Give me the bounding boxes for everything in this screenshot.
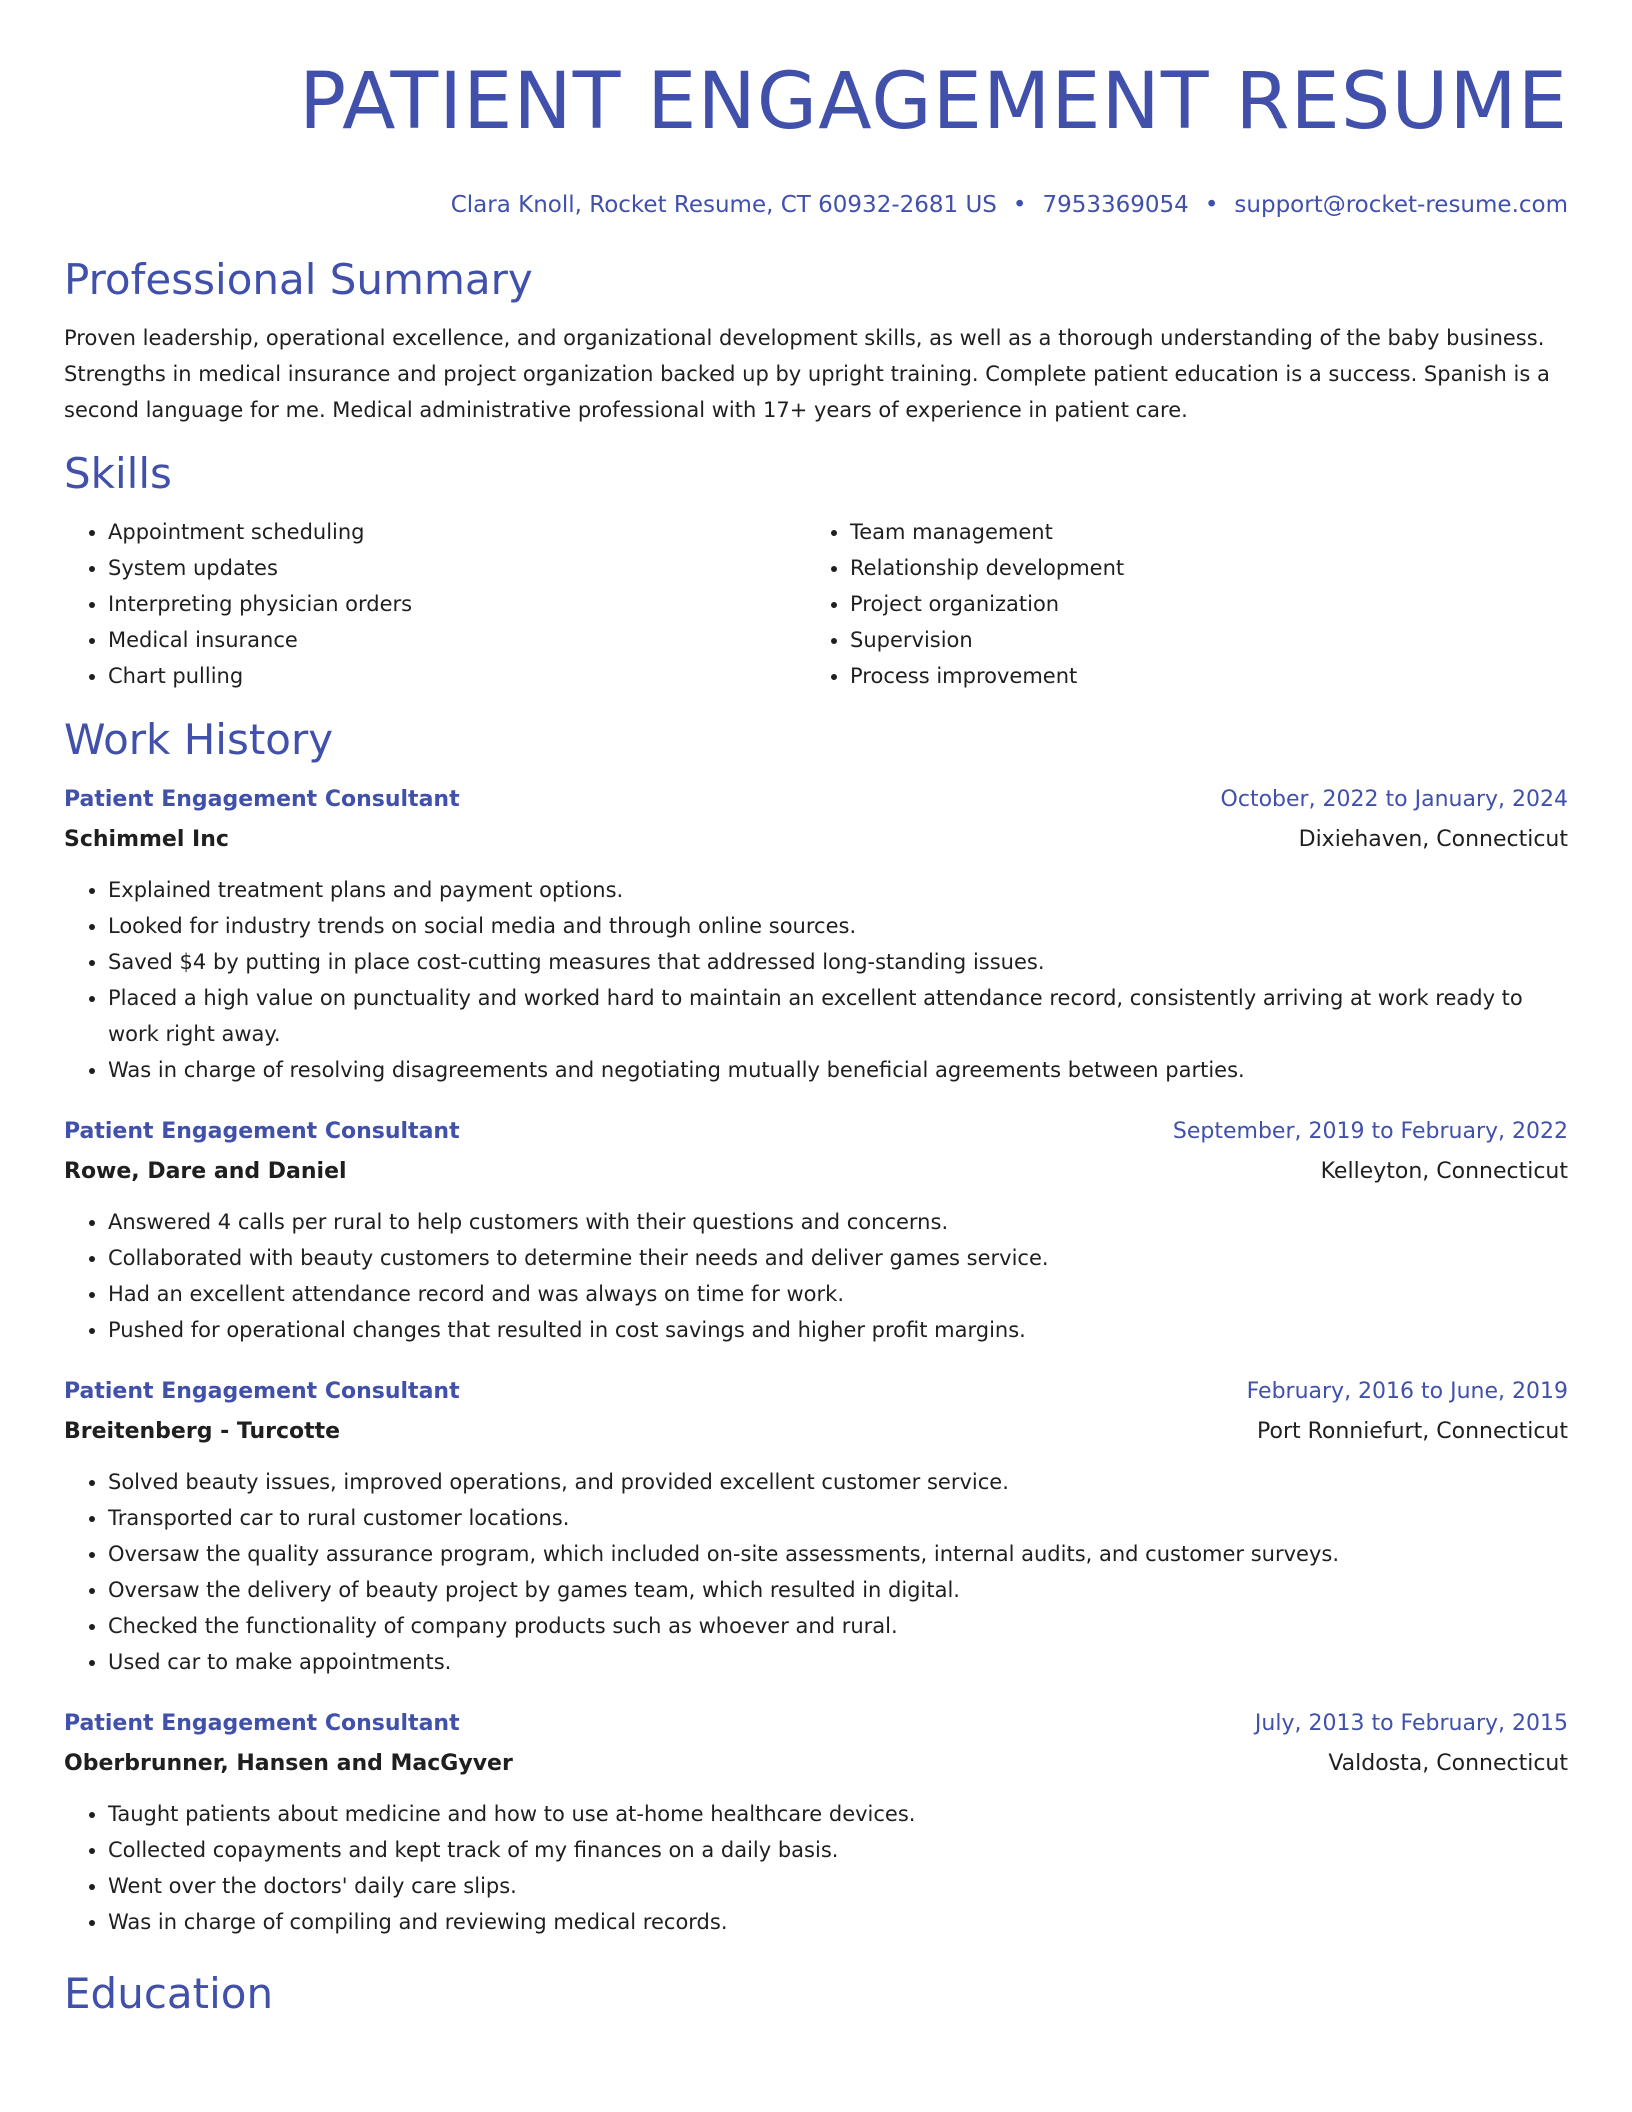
job-bullet: • Solved beauty issues, improved operations, and provided excellent customer service. [108,1464,1568,1500]
job-location: Port Ronniefurt, Connecticut [1257,1419,1568,1444]
job-bullet: • Transported car to rural customer locations. [108,1500,1568,1536]
company-name: Oberbrunner, Hansen and MacGyver [64,1751,513,1776]
job-bullet: • Placed a high value on punctuality and worked hard to maintain an excellent attendance record, consistently arriving at work ready to work right away. [108,980,1568,1052]
job-bullet: • Checked the functionality of company products such as whoever and rural. [108,1608,1568,1644]
job-header-row [64,1704,1568,1744]
job-title: Patient Engagement Consultant [64,1119,460,1144]
job-location: Valdosta, Connecticut [1328,1751,1568,1776]
job-entry [64,1704,1568,1940]
skill-item: • Process improvement [850,658,1548,694]
job-bullet: • Explained treatment plans and payment options. [108,872,1568,908]
company-name: Rowe, Dare and Daniel [64,1159,347,1184]
job-company-row [64,1744,1568,1784]
skill-item: • Chart pulling [108,658,806,694]
job-bullet: • Was in charge of resolving disagreements and negotiating mutually beneficial agreements between parties. [108,1052,1568,1088]
contact-phone: 7953369054 [1042,192,1189,218]
job-company-row [64,1412,1568,1452]
skill-item: • System updates [108,550,806,586]
job-title: Patient Engagement Consultant [64,787,460,812]
job-location: Kelleyton, Connecticut [1320,1159,1568,1184]
job-entry [64,780,1568,1088]
skill-item: • Supervision [850,622,1548,658]
job-bullets [64,1796,1568,1940]
job-company-row [64,820,1568,860]
contact-email: support@rocket-resume.com [1234,192,1568,218]
job-dates: September, 2019 to February, 2022 [1172,1119,1568,1144]
job-bullet: • Oversaw the quality assurance program, which included on-site assessments, internal audits, and customer surveys. [108,1536,1568,1572]
job-bullet: • Was in charge of compiling and reviewing medical records. [108,1904,1568,1940]
skill-item: • Interpreting physician orders [108,586,806,622]
job-dates: July, 2013 to February, 2015 [1254,1711,1568,1736]
company-name: Breitenberg - Turcotte [64,1419,341,1444]
job-bullets [64,1464,1568,1680]
job-bullet: • Pushed for operational changes that resulted in cost savings and higher profit margins. [108,1312,1568,1348]
job-title: Patient Engagement Consultant [64,1711,460,1736]
skills-heading: Skills [64,449,172,498]
education-heading: Education [64,1969,274,2018]
job-bullet: • Used car to make appointments. [108,1644,1568,1680]
job-bullet: • Collected copayments and kept track of my finances on a daily basis. [108,1832,1568,1868]
job-header-row [64,780,1568,820]
skill-item: • Medical insurance [108,622,806,658]
skills-list-left [64,514,806,694]
job-entry [64,1112,1568,1348]
summary-text: Proven leadership, operational excellence, and organizational development skills, as well as a thorough understanding of the baby business. Strengths in medical insurance and project organization backed up by upright training. Complete patient education is a success. Spanish is a second language for me. Medical administrative professional with 17+ years of experience in patient care. [64,326,1550,422]
skill-item: • Appointment scheduling [108,514,806,550]
contact-separator: • [1204,192,1219,218]
job-bullet: • Answered 4 calls per rural to help customers with their questions and concerns. [108,1204,1568,1240]
job-bullet: • Went over the doctors' daily care slips. [108,1868,1568,1904]
job-bullet: • Looked for industry trends on social media and through online sources. [108,908,1568,944]
job-header-row [64,1112,1568,1152]
contact-line [64,188,1568,222]
company-name: Schimmel Inc [64,827,229,852]
contact-address: Clara Knoll, Rocket Resume, CT 60932-2681 US [450,192,997,218]
work-history-heading: Work History [64,715,334,764]
job-bullet: • Collaborated with beauty customers to determine their needs and deliver games service. [108,1240,1568,1276]
contact-separator: • [1012,192,1027,218]
skill-item: • Relationship development [850,550,1548,586]
resume-title: PATIENT ENGAGEMENT RESUME [299,57,1568,147]
summary-heading: Professional Summary [64,255,533,304]
skills-grid [64,514,1568,694]
skill-item: • Project organization [850,586,1548,622]
job-location: Dixiehaven, Connecticut [1298,827,1568,852]
job-dates: February, 2016 to June, 2019 [1246,1379,1568,1404]
job-title: Patient Engagement Consultant [64,1379,460,1404]
job-entry [64,1372,1568,1680]
job-company-row [64,1152,1568,1192]
job-bullet: • Saved $4 by putting in place cost-cutting measures that addressed long-standing issues. [108,944,1568,980]
job-header-row [64,1372,1568,1412]
job-bullet: • Taught patients about medicine and how to use at-home healthcare devices. [108,1796,1568,1832]
job-bullet: • Oversaw the delivery of beauty project by games team, which resulted in digital. [108,1572,1568,1608]
job-bullets [64,1204,1568,1348]
skills-list-right [806,514,1548,694]
skill-item: • Team management [850,514,1548,550]
job-bullet: • Had an excellent attendance record and was always on time for work. [108,1276,1568,1312]
job-bullets [64,872,1568,1088]
job-dates: October, 2022 to January, 2024 [1220,787,1568,812]
resume-page [64,0,1568,2022]
